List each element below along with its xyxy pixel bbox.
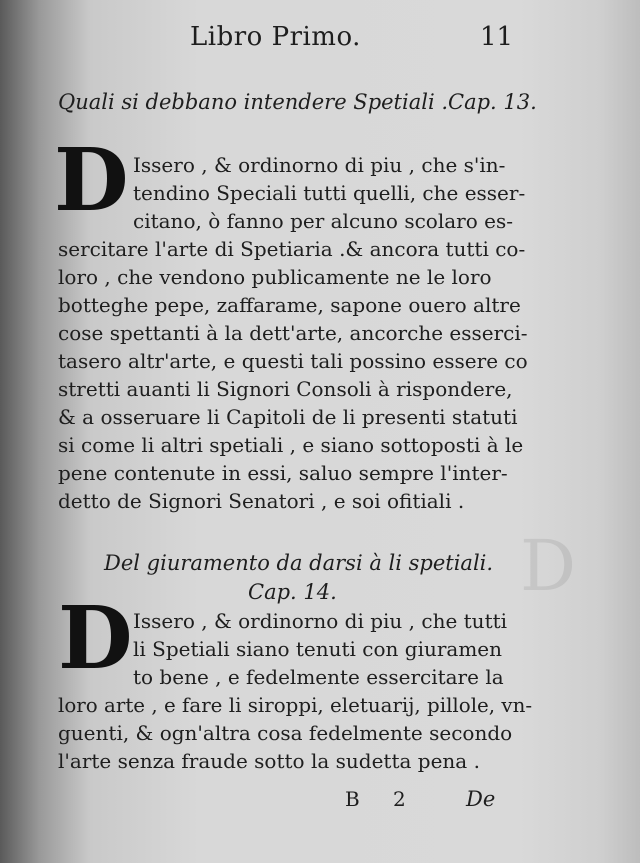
chapter-13-drop-cap: D [54,130,129,231]
running-title: Libro Primo. [190,22,361,52]
text-line: stretti auanti li Signori Consoli à rispondere, [58,377,513,401]
text-line: loro , che vendono publicamente ne le loro [58,265,492,289]
text-line: citano, ò fanno per alcuno scolaro es- [133,209,513,233]
text-line: cose spettanti à la dett'arte, ancorche esserci- [58,321,528,345]
text-line: & a osseruare li Capitoli de li presenti statuti [58,405,518,429]
signature-letter: B [345,787,360,811]
text-line: Issero , & ordinorno di piu , che s'in- [133,153,506,177]
text-line: botteghe pepe, zaffarame, sapone ouero altre [58,293,521,317]
text-line: guenti, & ogn'altra cosa fedelmente secondo [58,721,513,745]
page-header [0,22,640,58]
text-line: l'arte senza fraude sotto la sudetta pena . [58,749,480,773]
chapter-14-title: Del giuramento da darsi à li spetiali. [104,551,494,575]
text-line: loro arte , e fare li siroppi, eletuarij, pillole, vn- [58,693,533,717]
text-line: to bene , e fedelmente essercitare la [133,665,504,689]
chapter-14-number: Cap. 14. [248,580,337,604]
text-line: li Spetiali siano tenuti con giuramen [133,637,503,661]
folio-number: 11 [480,22,514,52]
show-through-letter: D [520,525,577,607]
catchword: De [466,787,496,811]
text-line: detto de Signori Senatori , e soi ofitiali . [58,489,465,513]
text-line: tasero altr'arte, e questi tali possino essere co [58,349,528,373]
text-line: tendino Speciali tutti quelli, che esser- [133,181,526,205]
chapter-13-title: Quali si debbano intendere Spetiali .Cap. 13. [58,90,537,114]
text-line: pene contenute in essi, saluo sempre l'inter- [58,461,508,485]
text-line: Issero , & ordinorno di piu , che tutti [133,609,508,633]
text-line: sercitare l'arte di Spetiaria .& ancora tutti co- [58,237,526,261]
signature-number: 2 [393,787,406,811]
chapter-14-drop-cap: D [58,588,133,689]
text-line: si come li altri spetiali , e siano sottoposti à le [58,433,524,457]
